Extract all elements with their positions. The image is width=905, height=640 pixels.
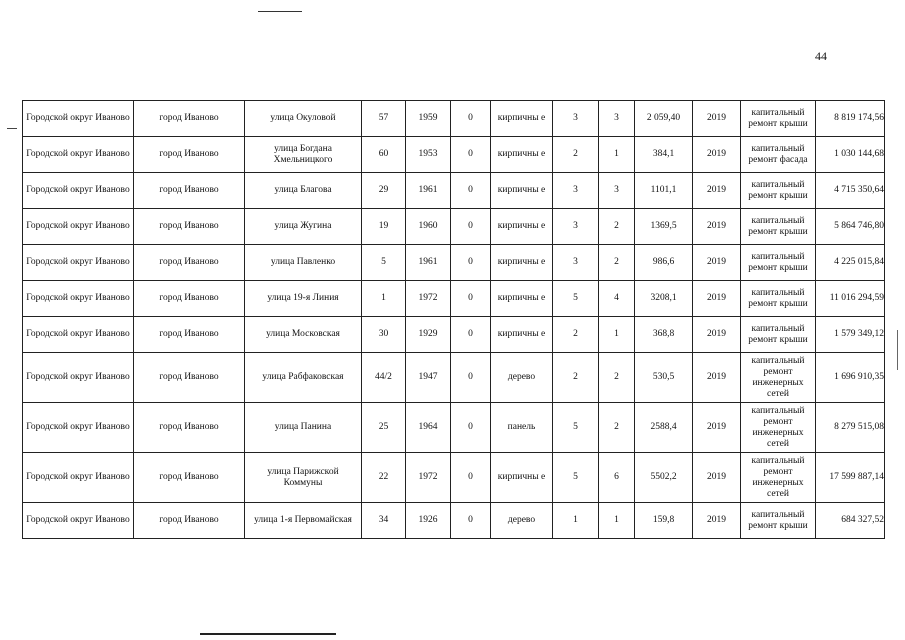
cell-wall-material: кирпичны е xyxy=(491,453,553,503)
cell-floors: 2 xyxy=(553,137,599,173)
cell-cost: 1 579 349,12 xyxy=(816,317,885,353)
cell-construction-year: 1964 xyxy=(406,403,451,453)
cell-city: город Иваново xyxy=(134,173,245,209)
cell-area: 2 059,40 xyxy=(635,101,693,137)
table-row xyxy=(23,173,885,209)
cell-wall-material: дерево xyxy=(491,503,553,539)
cell-work-type: капитальный ремонт инженерных сетей xyxy=(741,403,816,453)
cell-construction-year: 1961 xyxy=(406,173,451,209)
cell-wall-material: кирпичны е xyxy=(491,137,553,173)
cell-plan-year: 2019 xyxy=(693,503,741,539)
cell-floors: 3 xyxy=(553,173,599,209)
cell-house-number: 57 xyxy=(362,101,406,137)
cell-plan-year: 2019 xyxy=(693,137,741,173)
cell-cost: 8 279 515,08 xyxy=(816,403,885,453)
cell-street: улица Жугина xyxy=(245,209,362,245)
cell-entrances: 6 xyxy=(599,453,635,503)
cell-street: улица Павленко xyxy=(245,245,362,281)
cell-city: город Иваново xyxy=(134,209,245,245)
cell-region: Городской округ Иваново xyxy=(23,503,134,539)
cell-flag: 0 xyxy=(451,403,491,453)
cell-house-number: 5 xyxy=(362,245,406,281)
cell-entrances: 2 xyxy=(599,403,635,453)
cell-region: Городской округ Иваново xyxy=(23,101,134,137)
cell-house-number: 30 xyxy=(362,317,406,353)
cell-region: Городской округ Иваново xyxy=(23,245,134,281)
cell-area: 1369,5 xyxy=(635,209,693,245)
cell-work-type: капитальный ремонт крыши xyxy=(741,173,816,209)
cell-region: Городской округ Иваново xyxy=(23,281,134,317)
cell-city: город Иваново xyxy=(134,245,245,281)
cell-area: 3208,1 xyxy=(635,281,693,317)
cell-floors: 2 xyxy=(553,353,599,403)
cell-cost: 4 225 015,84 xyxy=(816,245,885,281)
cell-city: город Иваново xyxy=(134,281,245,317)
cell-work-type: капитальный ремонт крыши xyxy=(741,503,816,539)
cell-entrances: 2 xyxy=(599,209,635,245)
cell-area: 5502,2 xyxy=(635,453,693,503)
cell-work-type: капитальный ремонт инженерных сетей xyxy=(741,453,816,503)
cell-floors: 1 xyxy=(553,503,599,539)
cell-plan-year: 2019 xyxy=(693,317,741,353)
cell-plan-year: 2019 xyxy=(693,209,741,245)
cell-region: Городской округ Иваново xyxy=(23,453,134,503)
cell-wall-material: кирпичны е xyxy=(491,173,553,209)
cell-entrances: 2 xyxy=(599,353,635,403)
cell-city: город Иваново xyxy=(134,403,245,453)
cell-flag: 0 xyxy=(451,101,491,137)
cell-plan-year: 2019 xyxy=(693,281,741,317)
cell-wall-material: кирпичны е xyxy=(491,209,553,245)
cell-floors: 5 xyxy=(553,281,599,317)
cell-flag: 0 xyxy=(451,173,491,209)
cell-plan-year: 2019 xyxy=(693,403,741,453)
cell-street: улица 1-я Первомайская xyxy=(245,503,362,539)
cell-cost: 1 030 144,68 xyxy=(816,137,885,173)
cell-wall-material: кирпичны е xyxy=(491,245,553,281)
cell-entrances: 1 xyxy=(599,317,635,353)
table-row xyxy=(23,209,885,245)
cell-plan-year: 2019 xyxy=(693,173,741,209)
cell-street: улица Рабфаковская xyxy=(245,353,362,403)
scan-margin-mark xyxy=(7,128,17,129)
cell-flag: 0 xyxy=(451,137,491,173)
cell-construction-year: 1926 xyxy=(406,503,451,539)
cell-construction-year: 1972 xyxy=(406,281,451,317)
cell-wall-material: дерево xyxy=(491,353,553,403)
cell-floors: 5 xyxy=(553,453,599,503)
cell-street: улица Московская xyxy=(245,317,362,353)
table-body xyxy=(23,101,885,539)
cell-plan-year: 2019 xyxy=(693,453,741,503)
cell-flag: 0 xyxy=(451,353,491,403)
cell-area: 368,8 xyxy=(635,317,693,353)
cell-cost: 5 864 746,80 xyxy=(816,209,885,245)
cell-construction-year: 1961 xyxy=(406,245,451,281)
cell-wall-material: панель xyxy=(491,403,553,453)
cell-construction-year: 1960 xyxy=(406,209,451,245)
cell-city: город Иваново xyxy=(134,503,245,539)
cell-wall-material: кирпичны е xyxy=(491,317,553,353)
cell-floors: 5 xyxy=(553,403,599,453)
cell-work-type: капитальный ремонт крыши xyxy=(741,101,816,137)
cell-wall-material: кирпичны е xyxy=(491,101,553,137)
cell-region: Городской округ Иваново xyxy=(23,353,134,403)
cell-flag: 0 xyxy=(451,453,491,503)
table-row xyxy=(23,281,885,317)
cell-city: город Иваново xyxy=(134,453,245,503)
cell-house-number: 34 xyxy=(362,503,406,539)
cell-floors: 3 xyxy=(553,245,599,281)
table-row xyxy=(23,101,885,137)
cell-area: 159,8 xyxy=(635,503,693,539)
cell-cost: 8 819 174,56 xyxy=(816,101,885,137)
cell-construction-year: 1972 xyxy=(406,453,451,503)
table-row xyxy=(23,245,885,281)
cell-house-number: 29 xyxy=(362,173,406,209)
table-row xyxy=(23,137,885,173)
cell-wall-material: кирпичны е xyxy=(491,281,553,317)
cell-plan-year: 2019 xyxy=(693,245,741,281)
cell-region: Городской округ Иваново xyxy=(23,137,134,173)
cell-floors: 3 xyxy=(553,209,599,245)
cell-area: 2588,4 xyxy=(635,403,693,453)
cell-work-type: капитальный ремонт крыши xyxy=(741,281,816,317)
scan-edge-mark xyxy=(897,330,898,370)
cell-city: город Иваново xyxy=(134,101,245,137)
cell-city: город Иваново xyxy=(134,353,245,403)
cell-work-type: капитальный ремонт крыши xyxy=(741,245,816,281)
cell-entrances: 3 xyxy=(599,101,635,137)
cell-house-number: 25 xyxy=(362,403,406,453)
cell-flag: 0 xyxy=(451,245,491,281)
table-row xyxy=(23,453,885,503)
cell-house-number: 22 xyxy=(362,453,406,503)
cell-entrances: 2 xyxy=(599,245,635,281)
cell-area: 1101,1 xyxy=(635,173,693,209)
cell-work-type: капитальный ремонт крыши xyxy=(741,317,816,353)
cell-flag: 0 xyxy=(451,209,491,245)
table-row xyxy=(23,403,885,453)
cell-area: 384,1 xyxy=(635,137,693,173)
cell-city: город Иваново xyxy=(134,317,245,353)
cell-work-type: капитальный ремонт фасада xyxy=(741,137,816,173)
cell-floors: 2 xyxy=(553,317,599,353)
cell-construction-year: 1929 xyxy=(406,317,451,353)
cell-work-type: капитальный ремонт инженерных сетей xyxy=(741,353,816,403)
cell-street: улица Панина xyxy=(245,403,362,453)
cell-street: улица 19-я Линия xyxy=(245,281,362,317)
cell-street: улица Богдана Хмельницкого xyxy=(245,137,362,173)
cell-plan-year: 2019 xyxy=(693,101,741,137)
cell-entrances: 4 xyxy=(599,281,635,317)
cell-flag: 0 xyxy=(451,503,491,539)
cell-house-number: 44/2 xyxy=(362,353,406,403)
cell-region: Городской округ Иваново xyxy=(23,403,134,453)
cell-flag: 0 xyxy=(451,281,491,317)
cell-region: Городской округ Иваново xyxy=(23,173,134,209)
cell-cost: 1 696 910,35 xyxy=(816,353,885,403)
table-row xyxy=(23,317,885,353)
cell-area: 986,6 xyxy=(635,245,693,281)
cell-region: Городской округ Иваново xyxy=(23,209,134,245)
cell-house-number: 1 xyxy=(362,281,406,317)
cell-region: Городской округ Иваново xyxy=(23,317,134,353)
cell-house-number: 60 xyxy=(362,137,406,173)
cell-area: 530,5 xyxy=(635,353,693,403)
cell-entrances: 1 xyxy=(599,137,635,173)
cell-floors: 3 xyxy=(553,101,599,137)
cell-plan-year: 2019 xyxy=(693,353,741,403)
cell-house-number: 19 xyxy=(362,209,406,245)
table-row xyxy=(23,353,885,403)
cell-work-type: капитальный ремонт крыши xyxy=(741,209,816,245)
cell-construction-year: 1947 xyxy=(406,353,451,403)
page-number: 44 xyxy=(815,49,827,63)
scan-artifact-line xyxy=(258,11,302,12)
cell-cost: 17 599 887,14 xyxy=(816,453,885,503)
cell-city: город Иваново xyxy=(134,137,245,173)
cell-flag: 0 xyxy=(451,317,491,353)
cell-cost: 684 327,52 xyxy=(816,503,885,539)
cell-street: улица Окуловой xyxy=(245,101,362,137)
cell-cost: 11 016 294,59 xyxy=(816,281,885,317)
cell-construction-year: 1953 xyxy=(406,137,451,173)
cell-construction-year: 1959 xyxy=(406,101,451,137)
cell-street: улица Благова xyxy=(245,173,362,209)
cell-entrances: 1 xyxy=(599,503,635,539)
cell-street: улица Парижской Коммуны xyxy=(245,453,362,503)
housing-repair-table xyxy=(22,100,885,539)
cell-cost: 4 715 350,64 xyxy=(816,173,885,209)
scan-artifact-line-bottom xyxy=(200,633,336,635)
table-row xyxy=(23,503,885,539)
cell-entrances: 3 xyxy=(599,173,635,209)
